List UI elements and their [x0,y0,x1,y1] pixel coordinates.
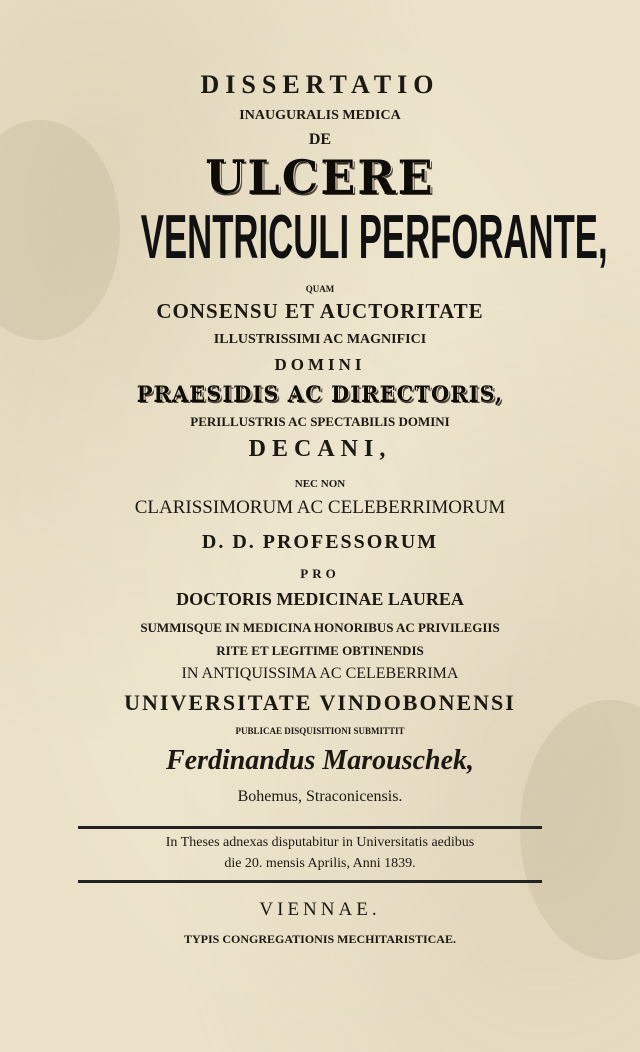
title-ventriculi-wrap [0,203,640,272]
title-ventriculi: VENTRICULI PERFORANTE, [140,203,608,272]
in-antiquissima-line: IN ANTIQUISSIMA AC CELEBERRIMA [181,665,459,682]
disputation-line-2: die 20. mensis Aprilis, Anni 1839. [224,856,416,871]
perillustris-line: PERILLUSTRIS AC SPECTABILIS DOMINI [190,414,450,429]
author-name: Ferdinandus Marouschek, [165,745,475,776]
clarissimorum-line: CLARISSIMORUM AC CELEBERRIMORUM [134,497,506,518]
title-de: DE [308,131,332,148]
author-origin: Bohemus, Straconicensis. [237,788,403,805]
domini-line: DOMINI [274,355,366,374]
universitate-line: UNIVERSITATE VINDOBONENSI [124,690,516,715]
paper-stain [520,700,640,960]
summisque-line: SUMMISQUE IN MEDICINA HONORIBUS AC PRIVILEGIIS [140,620,500,635]
quam-label: QUAM [305,284,335,294]
publicae-line: PUBLICAE DISQUISITIONI SUBMITTIT [235,726,405,736]
title-dissertatio: DISSERTATIO [200,70,440,99]
imprint-city: VIENNAE. [259,899,381,920]
rule-top [78,826,542,829]
illustrissimi-line: ILLUSTRISSIMI AC MAGNIFICI [213,332,427,347]
title-ulcere: ULCERE [205,150,435,204]
doctoris-line: DOCTORIS MEDICINAE LAUREA [176,589,464,609]
imprint-printer: TYPIS CONGREGATIONIS MECHITARISTICAE. [184,932,456,946]
professorum-line: D. D. PROFESSORUM [201,531,439,553]
rite-line: RITE ET LEGITIME OBTINENDIS [216,643,424,658]
title-inauguralis: INAUGURALIS MEDICA [239,108,401,123]
disputation-line-1: In Theses adnexas disputabitur in Universitatis aedibus [165,835,475,850]
praesidis-line: PRAESIDIS AC DIRECTORIS, [136,381,504,406]
decani-line: DECANI, [248,436,392,462]
pro-line: PRO [300,566,340,581]
nec-non-line: NEC NON [294,478,346,490]
consensu-line: CONSENSU ET AUCTORITATE [156,299,484,323]
rule-bottom [78,880,542,883]
